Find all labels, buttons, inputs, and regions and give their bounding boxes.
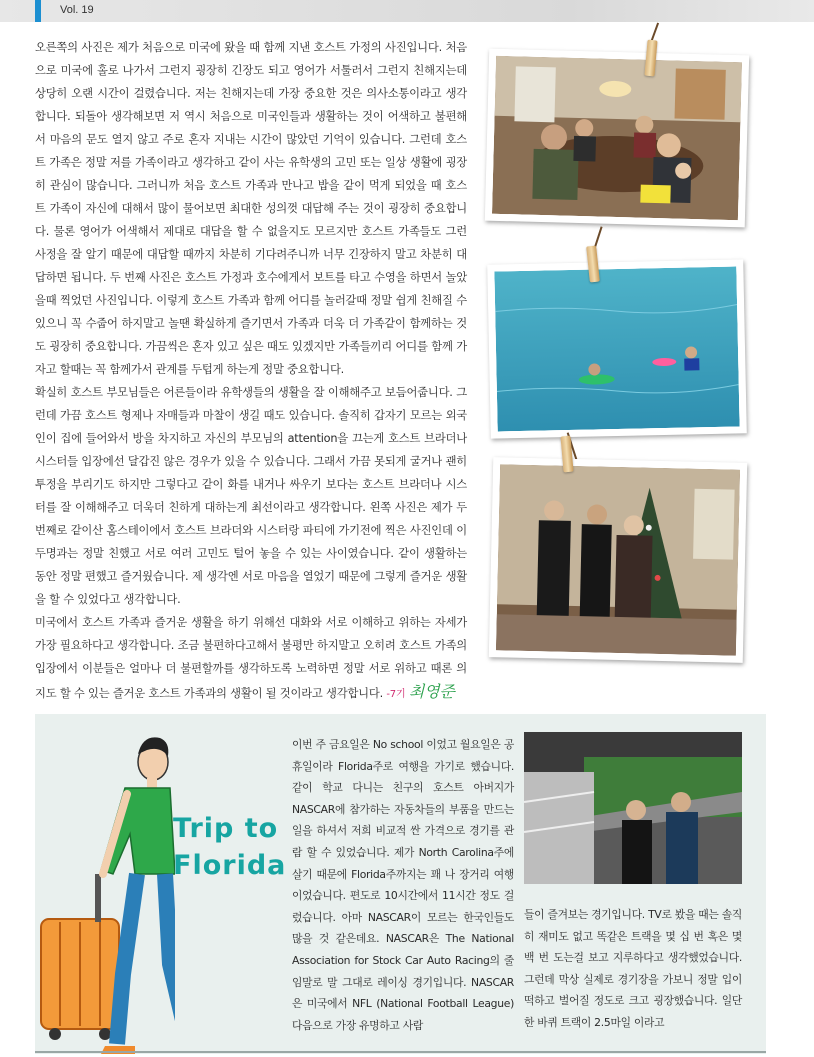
photo-host-family-dinner	[485, 49, 749, 228]
header-bar	[0, 0, 814, 22]
header-accent	[35, 0, 41, 22]
photo-party-host-siblings	[489, 457, 747, 663]
trip-title-line2: Florida	[173, 850, 287, 881]
trip-column-2: 들이 즐겨보는 경기입니다. TV로 봤을 때는 솔직히 재미도 없고 똑같은 트랙을 몇 십 번 혹은 몇 백 번 도는걸 보고 지루하다고 생각했었습니다. 그런데 막상 실제로 경기장을 가보니 정말 입이 떡하고 벌어질 정도로 크고 굉장했습니다. 일단 한 바퀴 트랙이 2.5마일 이라고	[524, 908, 742, 1029]
traveler-illustration	[35, 724, 175, 1054]
bottom-rule	[35, 1051, 766, 1053]
trip-column-1: 이번 주 금요일은 No school 이었고 월요일은 공휴일이라 Florida주로 여행을 가기로 했습니다. 같이 학교 다니는 친구의 호스트 아버지가 NASCAR에 참가하는 자동차들의 부품을 만드는 일을 하셔서 저희 비교적 싼 가격으로 경기를 관람 할 수 있었습니다. 제가 North Carolina주에 살기 때문에 Florida주까지는 꽤 나 장거리 여행이었습니다. 편도로 10시간에서 11시간 정도 걸렸습니다. 아마 NASCAR이 모르는 한국인들도 많을 것 같은데요. NASCAR은 The National Association for Stock Car Auto Racing의 줄임말로 말 그대로 레이싱 경기입니다. NASCAR은 미국에서 NFL (National Football League) 다음으로 가장 유명하고 사람	[292, 738, 514, 1032]
photo-nascar-stadium	[524, 732, 742, 884]
article-paragraph-2: 확실히 호스트 부모님들은 어른들이라 유학생들의 생활을 잘 이해해주고 보듬어줍니다. 그런데 가끔 호스트 형제나 자매들과 마찰이 생길 때도 있습니다. 솔직히 갑자기 모르는 외국인이 집에 들어와서 방을 차지하고 자신의 부모님의 attention을 끄는게 호스트 브라더나 시스터들 입장에선 달갑진 않은 경우가 있을 수 있습니다. 그래서 가끔 못되게 굴거나 괜히 투정을 부리기도 하지만 그렇다고 같이 화를 내거나 싸우기 보다는 호스트 브라더나 시스터를 잘 이해해주고 더욱더 친하게 대하는게 최선이라고 생각합니다. 왼쪽 사진은 제가 두번째로 같이산 홈스테이에서 호스트 브라더와 시스터랑 파티에 가기전에 찍은 사진인데 이 두명과는 정말 친했고 서로 여러 고민도 털어 놓을 수 있는 사이였습니다. 같이 생활하는 동안 정말 편했고 즐거웠습니다. 제 생각엔 서로 마음을 열었기 때문에 그렇게 즐거운 생활을 할 수 있었다고 생각합니다.	[35, 386, 467, 606]
article-paragraph-1: 오른쪽의 사진은 제가 처음으로 미국에 왔을 때 함께 지낸 호스트 가정의 사진입니다. 처음으로 미국에 홀로 나가서 그런지 굉장히 긴장도 되고 영어가 서툴러서 그런지 친해지는데 상당히 오랜 시간이 걸렸습니다. 저는 친해지는데 가장 중요한 것은 의사소통이라고 생각합니다. 되돌아 생각해보면 저 역시 처음으로 미국인들과 생활하는 것이 어색하고 불편해서 마음의 문도 열지 않고 주로 혼자 지내는 시간이 많았던 기억이 있습니다. 그런데 호스트 가족은 정말 저를 가족이라고 생각하고 같이 사는 유학생의 고민 또는 일상 생활에 굉장히 관심이 많습니다. 그러니까 처음 호스트 가족과 만나고 밥을 같이 먹게 되었을 때 호스트 가족이 자신에 대해서 많이 물어보면 최대한 성의껏 대답해 주는 것이 굉장히 중요합니다. 물론 영어가 어색해서 제대로 대답을 할 수 없을지도 모르지만 호스트 가족들도 그런 사정을 잘 알기 때문에 대답할 때까지 차분히 기다려주니까 너무 긴장하지 말고 차분히 대답하면 됩니다. 두 번째 사진은 호스트 가정과 호수에게서 보트를 타고 수영을 하면서 놀았을때 찍었던 사진입니다. 이렇게 호스트 가족과 함께 어디를 놀러갈때 정말 쉽게 친해질 수 있으니 꼭 수줍어 하지말고 놀땐 확실하게 즐기면서 가족과 더욱 더 가족같이 함께하는 것도 굉장히 중요합니다. 가끔씩은 혼자 있고 싶은 때도 있겠지만 가족들끼리 어디를 함께 가자고 할때는 꼭 함께가서 관계를 두텁게 하는게 정말 중요합니다.	[35, 41, 467, 376]
nascar-photo-image	[524, 732, 742, 884]
volume-label: Vol. 19	[60, 4, 94, 16]
author-generation: -7기	[386, 689, 406, 700]
dinner-photo-image	[492, 56, 742, 220]
article-body	[35, 36, 467, 706]
party-photo-image	[496, 464, 740, 655]
trip-section	[35, 714, 766, 1054]
lake-photo-image	[494, 266, 739, 431]
author-signature: 최영준	[408, 682, 455, 701]
trip-title	[173, 810, 286, 884]
trip-title-line1: Trip to	[173, 813, 279, 844]
article-paragraph-3	[35, 611, 467, 706]
article-paragraph-3-text: 미국에서 호스트 가족과 즐거운 생활을 하기 위해선 대화와 서로 이해하고 위하는 자세가 가장 필요하다고 생각합니다. 조금 불편하다고해서 불평만 하지말고 오히려 호스트 가족의 입장에서 이분들은 얼마나 더 불편할까를 생각하도록 노력하면 정말 서로 위하고 때론 의지도 할 수 있는 즐거운 호스트 가족과의 생활이 될 것이라고 생각합니다.	[35, 616, 467, 700]
photo-lake-swimming	[487, 259, 747, 438]
